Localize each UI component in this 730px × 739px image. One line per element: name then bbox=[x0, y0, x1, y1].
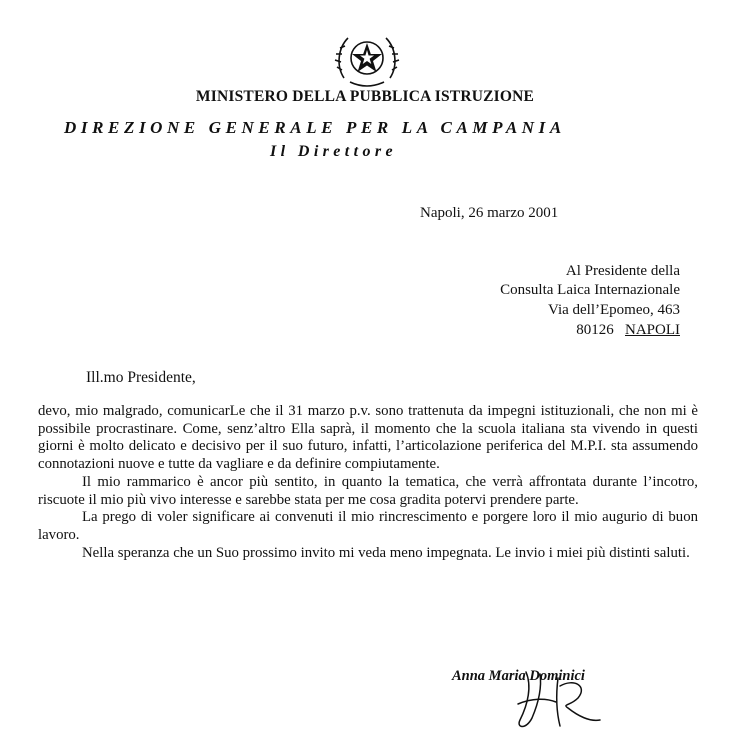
recipient-line-3: Via dell’Epomeo, 463 bbox=[548, 302, 680, 318]
body-paragraph-2: Il mio rammarico è ancor più sentito, in quanto la tematica, che verrà affrontata durante l’incotro, riscuote il mio più vivo interesse e sarebbe stata per me cosa gradita potervi prendere parte. bbox=[38, 473, 698, 508]
italian-republic-emblem-icon bbox=[332, 30, 402, 92]
recipient-postcode: 80126 bbox=[576, 322, 614, 338]
handwritten-signature bbox=[512, 664, 606, 734]
recipient-line-1: Al Presidente della bbox=[565, 263, 680, 279]
ministry-heading: MINISTERO DELLA PUBBLICA ISTRUZIONE bbox=[195, 88, 535, 105]
recipient-city: NAPOLI bbox=[625, 322, 680, 338]
body-paragraph-3: La prego di voler significare ai convenuti il mio rincrescimento e porgere loro il mio augurio di buon lavoro. bbox=[38, 509, 698, 543]
recipient-city-line bbox=[576, 320, 680, 340]
direttore-subheading: Il Direttore bbox=[270, 143, 398, 160]
salutation: Ill.mo Presidente, bbox=[86, 369, 196, 386]
letter-body bbox=[38, 403, 698, 562]
direzione-heading: DIREZIONE GENERALE PER LA CAMPANIA bbox=[64, 118, 566, 137]
body-paragraph-1: devo, mio malgrado, comunicarLe che il 31 marzo p.v. sono trattenuta da impegni istituzionali, che non mi è possibile procrastinare. Come, senz’altro Ella saprà, il momento che la scuola italiana sta vivendo in questi giorni è molto delicato e decisivo per il suo futuro, infatti, l’articolazione periferica del M.P.I. sta assumendo connotazioni nuove e tutte da vagliare e da definire compiutamente. bbox=[38, 403, 698, 473]
signer-name: Anna Maria Dominici bbox=[452, 668, 585, 684]
recipient-line-2: Consulta Laica Internazionale bbox=[500, 282, 680, 298]
letter-date: Napoli, 26 marzo 2001 bbox=[420, 205, 559, 221]
body-paragraph-4: Nella speranza che un Suo prossimo invito mi veda meno impegnata. Le invio i miei più distinti saluti. bbox=[82, 544, 690, 561]
